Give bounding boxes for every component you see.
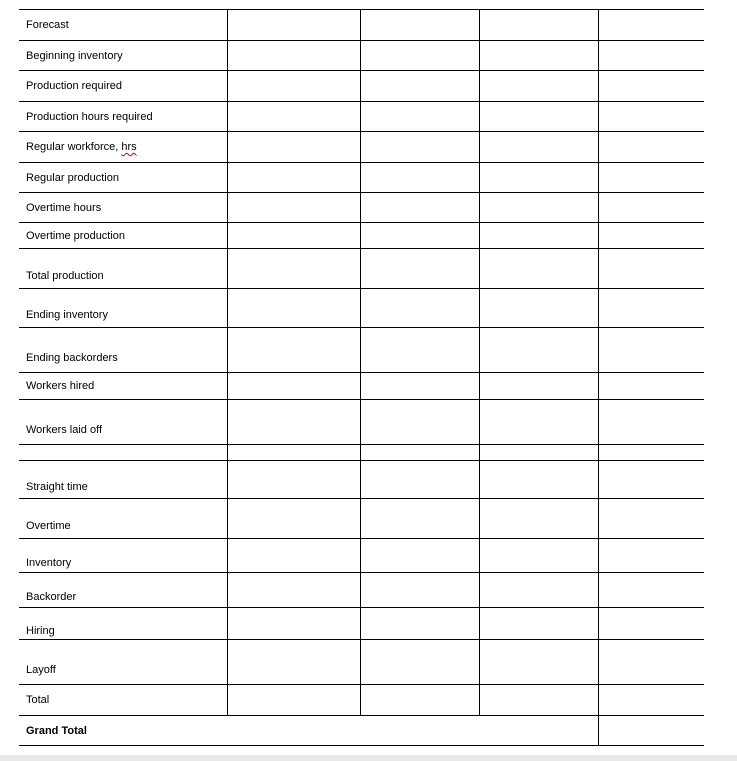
table-cell[interactable] — [360, 373, 479, 400]
table-cell[interactable] — [360, 10, 479, 41]
table-cell[interactable] — [598, 373, 704, 400]
table-cell[interactable] — [227, 499, 360, 539]
table-cell[interactable] — [479, 41, 598, 71]
grand-total-cell[interactable] — [598, 716, 704, 746]
table-cell[interactable] — [598, 223, 704, 249]
table-cell[interactable] — [360, 249, 479, 289]
table-row — [19, 163, 704, 193]
aggregate-planning-table — [19, 9, 704, 746]
table-cell[interactable] — [598, 41, 704, 71]
table-cell[interactable] — [227, 41, 360, 71]
table-cell[interactable] — [479, 102, 598, 132]
table-cell[interactable] — [479, 685, 598, 716]
row-label-grand-total: Grand Total — [19, 716, 598, 746]
table-cell[interactable] — [227, 685, 360, 716]
table-cell[interactable] — [227, 289, 360, 328]
table-cell[interactable] — [227, 223, 360, 249]
table-cell[interactable] — [227, 640, 360, 685]
row-label-total-production: Total production — [19, 249, 227, 289]
table-cell[interactable] — [360, 573, 479, 608]
table-row — [19, 132, 704, 163]
row-label-total: Total — [19, 685, 227, 716]
table-cell[interactable] — [227, 608, 360, 640]
row-label-overtime-production: Overtime production — [19, 223, 227, 249]
table-row — [19, 608, 704, 640]
table-cell[interactable] — [227, 373, 360, 400]
table-cell[interactable] — [227, 445, 360, 461]
label-text: Regular workforce, — [26, 141, 122, 153]
table-cell[interactable] — [598, 499, 704, 539]
table-cell[interactable] — [227, 249, 360, 289]
table-row — [19, 539, 704, 573]
row-label-workers-hired: Workers hired — [19, 373, 227, 400]
table-cell[interactable] — [479, 223, 598, 249]
table-cell[interactable] — [360, 445, 479, 461]
table-row-spacer — [19, 445, 704, 461]
table-cell[interactable] — [598, 539, 704, 573]
row-label-production-hours-required: Production hours required — [19, 102, 227, 132]
table-cell[interactable] — [598, 193, 704, 223]
table-cell[interactable] — [360, 71, 479, 102]
table-cell[interactable] — [360, 685, 479, 716]
table-cell[interactable] — [479, 445, 598, 461]
table-cell[interactable] — [598, 289, 704, 328]
table-row — [19, 71, 704, 102]
table-cell[interactable] — [227, 400, 360, 445]
table-row — [19, 400, 704, 445]
table-cell[interactable] — [479, 249, 598, 289]
row-label-production-required: Production required — [19, 71, 227, 102]
row-label-workers-laid-off: Workers laid off — [19, 400, 227, 445]
table-cell[interactable] — [360, 223, 479, 249]
table-row — [19, 223, 704, 249]
table-cell[interactable] — [598, 328, 704, 373]
table-cell[interactable] — [598, 400, 704, 445]
table-cell[interactable] — [479, 328, 598, 373]
table-cell[interactable] — [479, 132, 598, 163]
table-row — [19, 685, 704, 716]
table-cell[interactable] — [598, 685, 704, 716]
table-cell[interactable] — [479, 573, 598, 608]
table-row — [19, 573, 704, 608]
table-row — [19, 10, 704, 41]
table-cell[interactable] — [360, 289, 479, 328]
table-cell[interactable] — [479, 539, 598, 573]
spelling-flagged-word: hrs — [121, 141, 137, 153]
table-cell[interactable] — [598, 461, 704, 499]
row-label-overtime: Overtime — [19, 499, 227, 539]
table-cell[interactable] — [227, 71, 360, 102]
table-cell[interactable] — [479, 608, 598, 640]
table-cell[interactable] — [227, 132, 360, 163]
table-cell[interactable] — [227, 573, 360, 608]
table-cell[interactable] — [598, 445, 704, 461]
table-cell[interactable] — [360, 328, 479, 373]
row-label-inventory: Inventory — [19, 539, 227, 573]
table-cell[interactable] — [598, 132, 704, 163]
row-label-beginning-inventory: Beginning inventory — [19, 41, 227, 71]
table-cell[interactable] — [360, 163, 479, 193]
table-cell[interactable] — [360, 461, 479, 499]
table-row — [19, 461, 704, 499]
table-cell[interactable] — [360, 608, 479, 640]
table-cell[interactable] — [360, 539, 479, 573]
table-cell[interactable] — [360, 193, 479, 223]
table-cell[interactable] — [598, 608, 704, 640]
table-cell[interactable] — [360, 41, 479, 71]
table-cell[interactable] — [227, 461, 360, 499]
row-label-regular-workforce-hrs — [19, 132, 227, 163]
row-label-empty — [19, 445, 227, 461]
table-cell[interactable] — [479, 400, 598, 445]
table-cell[interactable] — [479, 289, 598, 328]
table-cell[interactable] — [227, 102, 360, 132]
table-row-grand-total — [19, 716, 704, 746]
table-row — [19, 640, 704, 685]
table-cell[interactable] — [360, 132, 479, 163]
table-cell[interactable] — [227, 539, 360, 573]
table-row — [19, 289, 704, 328]
table-cell[interactable] — [227, 10, 360, 41]
table-cell[interactable] — [227, 163, 360, 193]
table-cell[interactable] — [360, 499, 479, 539]
row-label-overtime-hours: Overtime hours — [19, 193, 227, 223]
table-row — [19, 499, 704, 539]
row-label-straight-time: Straight time — [19, 461, 227, 499]
table-cell[interactable] — [227, 328, 360, 373]
table-cell[interactable] — [479, 461, 598, 499]
table-row — [19, 373, 704, 400]
table-cell[interactable] — [479, 499, 598, 539]
table-cell[interactable] — [479, 640, 598, 685]
row-label-regular-production: Regular production — [19, 163, 227, 193]
table-cell[interactable] — [360, 400, 479, 445]
table-cell[interactable] — [479, 71, 598, 102]
table-cell[interactable] — [598, 573, 704, 608]
table-cell[interactable] — [598, 640, 704, 685]
table-row — [19, 328, 704, 373]
table-cell[interactable] — [479, 373, 598, 400]
row-label-ending-inventory: Ending inventory — [19, 289, 227, 328]
table-cell[interactable] — [479, 193, 598, 223]
table-cell[interactable] — [598, 71, 704, 102]
row-label-ending-backorders: Ending backorders — [19, 328, 227, 373]
table-cell[interactable] — [360, 102, 479, 132]
table-cell[interactable] — [479, 163, 598, 193]
page-bottom-edge — [0, 755, 737, 761]
table-cell[interactable] — [227, 193, 360, 223]
row-label-forecast: Forecast — [19, 10, 227, 41]
row-label-backorder: Backorder — [19, 573, 227, 608]
table-cell[interactable] — [479, 10, 598, 41]
table-row — [19, 102, 704, 132]
table-cell[interactable] — [598, 163, 704, 193]
row-label-layoff: Layoff — [19, 640, 227, 685]
table-row — [19, 249, 704, 289]
table-cell[interactable] — [598, 102, 704, 132]
table-cell[interactable] — [360, 640, 479, 685]
table-row — [19, 41, 704, 71]
table-row — [19, 193, 704, 223]
row-label-hiring: Hiring — [19, 608, 227, 640]
table-cell[interactable] — [598, 249, 704, 289]
table-cell[interactable] — [598, 10, 704, 41]
